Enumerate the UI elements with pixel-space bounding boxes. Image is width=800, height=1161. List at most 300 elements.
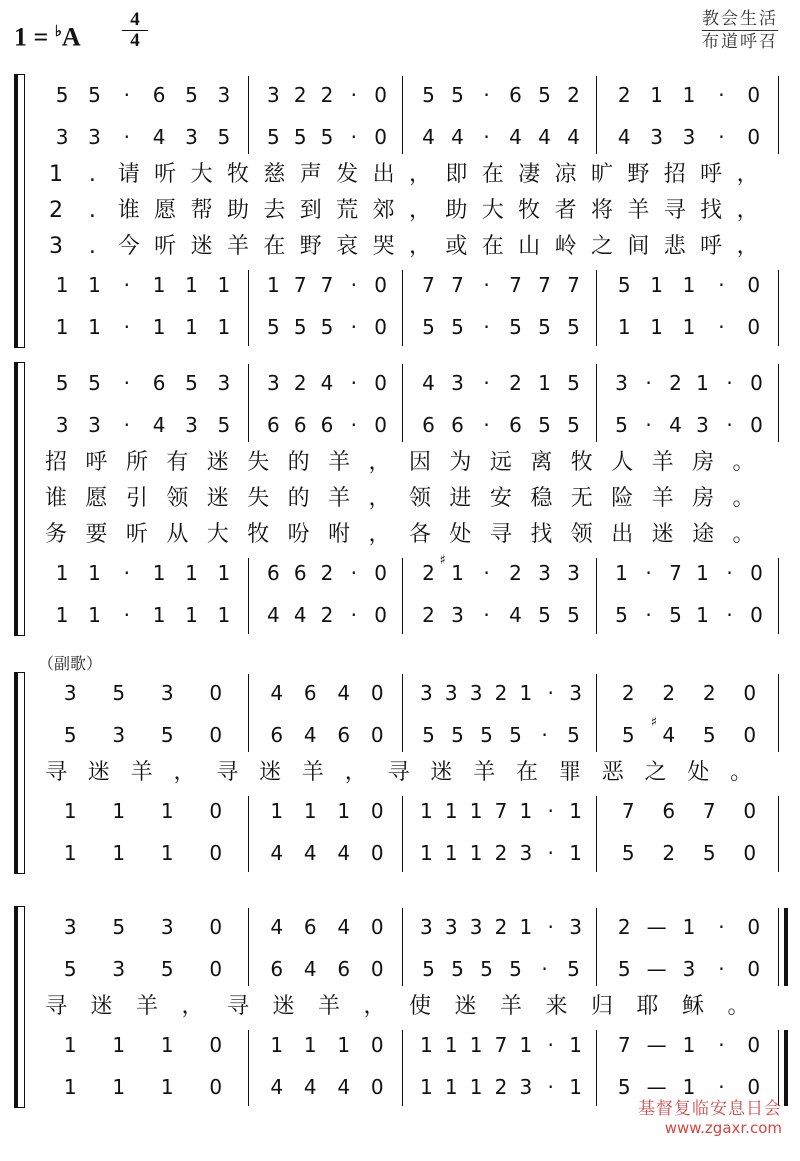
lyric-char: 听 xyxy=(154,234,177,259)
note: 6 xyxy=(152,83,166,107)
rest: 0 xyxy=(370,799,384,823)
lyric-char: 来 xyxy=(545,994,568,1019)
augmentation-dot: · xyxy=(123,371,130,395)
rest: 0 xyxy=(370,681,384,705)
note: 3 xyxy=(451,603,464,627)
rest: 0 xyxy=(747,1075,761,1099)
note: 1 xyxy=(682,915,696,939)
lyric-char: 人 xyxy=(611,450,634,475)
lower-staff-row xyxy=(0,312,800,342)
note: 5 xyxy=(480,723,493,747)
note: 1 xyxy=(152,561,166,585)
lyric-char: 。 xyxy=(730,760,753,785)
lyric-char: 羊 xyxy=(226,234,249,259)
note: 1 xyxy=(469,1075,483,1099)
barline xyxy=(778,270,779,346)
note: 5 xyxy=(480,957,493,981)
lyric-char: 稣 xyxy=(681,994,704,1019)
barline xyxy=(596,796,597,872)
note: 3 xyxy=(569,681,582,705)
note: 2 xyxy=(621,681,635,705)
note: 5 xyxy=(112,915,126,939)
note: 1 xyxy=(444,799,458,823)
lyric-char: 在 xyxy=(481,234,504,259)
augmentation-dot: · xyxy=(718,915,725,939)
note: 6 xyxy=(422,413,435,437)
lyric-char: 险 xyxy=(611,486,634,511)
note: 5 xyxy=(422,957,435,981)
upper-staff-row xyxy=(0,954,800,984)
lyric-char: . xyxy=(88,198,96,223)
augmentation-dot: · xyxy=(350,371,357,395)
note: 1 xyxy=(217,273,231,297)
lyric-char: 旷 xyxy=(590,162,613,187)
barline xyxy=(248,558,249,634)
note: 2 xyxy=(509,371,522,395)
note: 3 xyxy=(185,413,198,437)
augmentation-dot: · xyxy=(483,561,490,585)
rest: 0 xyxy=(747,273,761,297)
note: 1 xyxy=(469,799,483,823)
note: 4 xyxy=(422,371,435,395)
note: 1 xyxy=(217,603,231,627)
note: 1 xyxy=(569,841,582,865)
lyric-line xyxy=(0,446,800,480)
note: 5 xyxy=(615,413,628,437)
barline xyxy=(402,796,403,872)
note: 1 xyxy=(569,799,582,823)
note: 2 xyxy=(669,371,682,395)
lyric-char: 领 xyxy=(166,486,189,511)
note: 5 xyxy=(451,315,464,339)
lyric-char: 谁 xyxy=(117,198,140,223)
lyric-char: 愿 xyxy=(85,486,108,511)
note: 1 xyxy=(519,915,533,939)
note: 7 xyxy=(509,273,522,297)
rest: 0 xyxy=(743,841,757,865)
lyric-char: 寻 xyxy=(44,994,67,1019)
lyric-char: 哭 xyxy=(372,234,395,259)
lyric-char: 凄 xyxy=(518,162,541,187)
augmentation-dot: · xyxy=(718,1033,725,1057)
barline xyxy=(248,364,249,442)
note: 5 xyxy=(320,315,334,339)
barline xyxy=(402,674,403,752)
note: 7 xyxy=(320,273,334,297)
note: 4 xyxy=(669,413,682,437)
note: 1 xyxy=(112,1075,126,1099)
note: 1 xyxy=(185,273,198,297)
lyric-char: 或 xyxy=(445,234,468,259)
note: 4 xyxy=(337,841,351,865)
note: 6 xyxy=(152,371,166,395)
augmentation-dot: · xyxy=(123,273,130,297)
lyric-char: 房 xyxy=(692,486,715,511)
note: 1 xyxy=(160,1033,174,1057)
note: 7 xyxy=(567,273,580,297)
upper-staff-row xyxy=(0,80,800,110)
lyric-char: 将 xyxy=(590,198,613,223)
lyric-char: 各 xyxy=(408,522,431,547)
note: 5 xyxy=(217,125,231,149)
lyric-char: ， xyxy=(736,234,759,259)
note: 3 xyxy=(160,915,174,939)
augmentation-dot: · xyxy=(718,125,725,149)
note: 5 xyxy=(185,83,198,107)
lyric-char: ， xyxy=(408,162,431,187)
lyric-char: 即 xyxy=(445,162,468,187)
note: 1 xyxy=(469,1033,483,1057)
lyric-char: 迷 xyxy=(651,522,674,547)
subcategory-label: 布道呼召 xyxy=(702,32,778,52)
rest: 0 xyxy=(374,561,387,585)
lyric-char: 迷 xyxy=(90,994,113,1019)
lyric-char: 3 xyxy=(49,234,63,259)
augmentation-dot: · xyxy=(350,561,357,585)
lyric-char: 。 xyxy=(732,486,755,511)
note: 1 xyxy=(217,315,231,339)
lyric-char: ， xyxy=(408,234,431,259)
note: 5 xyxy=(422,723,435,747)
note: 1 xyxy=(160,1075,174,1099)
lyric-char: 。 xyxy=(727,994,750,1019)
lyric-char: 寻 xyxy=(387,760,410,785)
augmentation-dot: · xyxy=(123,603,130,627)
lyric-char: 呼 xyxy=(85,450,108,475)
rest: 0 xyxy=(747,915,761,939)
lyric-char: 郊 xyxy=(372,198,395,223)
augmentation-dot: · xyxy=(726,371,733,395)
note: 5 xyxy=(451,957,464,981)
note: 4 xyxy=(320,371,334,395)
note: 1 xyxy=(185,561,198,585)
lyric-char: 远 xyxy=(489,450,512,475)
lyric-char: 无 xyxy=(570,486,593,511)
rest: 0 xyxy=(209,681,223,705)
lyric-char: 请 xyxy=(117,162,140,187)
rest: 0 xyxy=(209,957,223,981)
note: 2 xyxy=(422,561,435,585)
lyric-char: 寻 xyxy=(44,760,67,785)
dash-extension: — xyxy=(646,957,667,981)
augmentation-dot: · xyxy=(645,603,652,627)
note: 2 xyxy=(422,603,435,627)
note: 2 xyxy=(567,83,580,107)
augmentation-dot: · xyxy=(123,561,130,585)
augmentation-dot: · xyxy=(483,315,490,339)
note: 3 xyxy=(615,371,628,395)
dash-extension: — xyxy=(646,1033,667,1057)
note: 4 xyxy=(303,957,317,981)
upper-staff-row xyxy=(0,912,800,942)
rest: 0 xyxy=(374,371,387,395)
rest: 0 xyxy=(209,1075,223,1099)
note: 5 xyxy=(615,603,628,627)
barline xyxy=(248,270,249,346)
note: 1 xyxy=(538,371,551,395)
rest: 0 xyxy=(370,841,384,865)
lyric-char: 2 xyxy=(49,198,63,223)
lyric-char: 寻 xyxy=(489,522,512,547)
lyric-char: 羊 xyxy=(317,994,340,1019)
note: 5 xyxy=(567,371,580,395)
lyric-char: 务 xyxy=(44,522,67,547)
barline xyxy=(596,1030,597,1106)
note: 2 xyxy=(320,561,334,585)
note: 4 xyxy=(509,603,522,627)
note: 5 xyxy=(63,957,77,981)
note: 1 xyxy=(617,315,631,339)
lyric-char: 因 xyxy=(408,450,431,475)
augmentation-dot: · xyxy=(541,957,548,981)
barline xyxy=(248,76,249,154)
note: 6 xyxy=(267,413,280,437)
lyric-char: 领 xyxy=(408,486,431,511)
lyric-char: 哀 xyxy=(336,234,359,259)
note: 4 xyxy=(152,413,166,437)
note: 1 xyxy=(696,603,709,627)
rest: 0 xyxy=(750,561,763,585)
rest: 0 xyxy=(750,603,763,627)
note: 5 xyxy=(55,83,69,107)
note: 2 xyxy=(617,915,631,939)
note: 1 xyxy=(337,799,351,823)
augmentation-dot: · xyxy=(718,83,725,107)
note: 4 xyxy=(567,125,580,149)
lyric-char: 之 xyxy=(590,234,613,259)
note: 2 xyxy=(293,371,307,395)
note: 3 xyxy=(267,371,280,395)
note: 4 xyxy=(662,723,676,747)
lyric-char: 羊 xyxy=(499,994,522,1019)
note: 6 xyxy=(293,413,307,437)
barline xyxy=(402,1030,403,1106)
lyric-char: ， xyxy=(368,486,391,511)
barline xyxy=(402,270,403,346)
augmentation-dot: · xyxy=(726,603,733,627)
lyric-char: 耶 xyxy=(636,994,659,1019)
note: 4 xyxy=(303,841,317,865)
lower-staff-row xyxy=(0,553,800,588)
augmentation-dot: · xyxy=(718,273,725,297)
note: 2 xyxy=(494,1075,508,1099)
chorus-label: （副歌） xyxy=(38,654,103,673)
rest: 0 xyxy=(747,957,761,981)
note: 3 xyxy=(469,915,483,939)
lyric-char: 之 xyxy=(644,760,667,785)
note: 1 xyxy=(444,1033,458,1057)
lyric-line xyxy=(0,194,800,228)
note: 5 xyxy=(702,841,716,865)
note: 5 xyxy=(267,125,280,149)
barline xyxy=(778,76,779,154)
augmentation-dot: · xyxy=(483,413,490,437)
barline xyxy=(596,364,597,442)
lyric-char: 迷 xyxy=(87,760,110,785)
barline xyxy=(402,76,403,154)
note: 1 xyxy=(682,83,696,107)
note: 5 xyxy=(217,413,231,437)
note: 2 xyxy=(617,83,631,107)
note: 5 xyxy=(509,957,522,981)
category-label: 教会生活 xyxy=(702,9,778,29)
note: 4 xyxy=(422,125,435,149)
lyric-char: 房 xyxy=(692,450,715,475)
upper-staff-row xyxy=(0,678,800,708)
system-bracket xyxy=(14,906,25,1108)
augmentation-dot: · xyxy=(123,125,130,149)
rest: 0 xyxy=(370,915,384,939)
note: 1 xyxy=(451,561,464,585)
note: 1 xyxy=(88,603,101,627)
hymn-category xyxy=(702,8,778,53)
augmentation-dot: · xyxy=(718,315,725,339)
note: 1 xyxy=(88,273,101,297)
lyric-line xyxy=(0,756,800,790)
barline xyxy=(248,674,249,752)
system-bracket xyxy=(14,672,25,874)
lyric-char: 稳 xyxy=(530,486,553,511)
note: 3 xyxy=(469,681,483,705)
lyric-char: 寻 xyxy=(226,994,249,1019)
lyric-char: 要 xyxy=(85,522,108,547)
lyric-char: 离 xyxy=(530,450,553,475)
note: 1 xyxy=(615,561,628,585)
lyric-char: 的 xyxy=(287,450,310,475)
lyric-char: 所 xyxy=(125,450,148,475)
note: 1 xyxy=(160,841,174,865)
lyric-char: 羊 xyxy=(130,760,153,785)
note: 1 xyxy=(303,1033,317,1057)
rest: 0 xyxy=(750,413,763,437)
lyric-char: 迷 xyxy=(272,994,295,1019)
note: 6 xyxy=(337,957,351,981)
barline xyxy=(778,674,779,752)
rest: 0 xyxy=(370,1075,384,1099)
note: 2 xyxy=(702,681,716,705)
augmentation-dot: · xyxy=(547,841,554,865)
note: 1 xyxy=(444,1075,458,1099)
upper-staff-row xyxy=(0,368,800,398)
final-barline xyxy=(784,1030,788,1106)
note: 5 xyxy=(160,723,174,747)
augmentation-dot: · xyxy=(483,273,490,297)
lyric-char: 野 xyxy=(299,234,322,259)
note: 1 xyxy=(185,315,198,339)
lyric-char: 招 xyxy=(663,162,686,187)
note: 1 xyxy=(63,799,77,823)
system-bracket xyxy=(14,74,25,348)
note: 2 xyxy=(494,681,508,705)
barline xyxy=(596,674,597,752)
note: 1 xyxy=(112,799,126,823)
note: 6 xyxy=(267,561,280,585)
note: 1 xyxy=(420,1075,433,1099)
rest: 0 xyxy=(743,681,757,705)
rest: 0 xyxy=(747,315,761,339)
lyric-char: 慈 xyxy=(263,162,286,187)
note: 1 xyxy=(519,799,533,823)
augmentation-dot: · xyxy=(483,603,490,627)
lyric-char: ， xyxy=(408,198,431,223)
note: 6 xyxy=(509,83,522,107)
lyric-char: 找 xyxy=(530,522,553,547)
dash-extension: — xyxy=(646,1075,667,1099)
note: 3 xyxy=(682,125,696,149)
note: 1 xyxy=(88,561,101,585)
note: 1 xyxy=(185,603,198,627)
note: 3 xyxy=(650,125,663,149)
lyric-char: 在 xyxy=(516,760,539,785)
lyric-char: 使 xyxy=(408,994,431,1019)
note: 3 xyxy=(538,561,551,585)
lyric-char: 今 xyxy=(117,234,140,259)
note: 1 xyxy=(152,273,166,297)
lyric-char: ， xyxy=(368,450,391,475)
barline xyxy=(402,908,403,986)
rest: 0 xyxy=(747,1033,761,1057)
lyric-char: 羊 xyxy=(627,198,650,223)
lyric-char: . xyxy=(88,162,96,187)
lyric-char: 愿 xyxy=(154,198,177,223)
note: 5 xyxy=(567,603,580,627)
lyric-char: ， xyxy=(736,198,759,223)
rest: 0 xyxy=(374,315,387,339)
note: 6 xyxy=(270,723,284,747)
lyric-char: 牧 xyxy=(247,522,270,547)
upper-staff-row xyxy=(0,122,800,152)
rest: 0 xyxy=(209,723,223,747)
note: 1 xyxy=(55,273,69,297)
lyric-char: 处 xyxy=(687,760,710,785)
sharp-accidental: ♯ xyxy=(650,715,658,730)
augmentation-dot: · xyxy=(483,371,490,395)
note: 5 xyxy=(617,957,631,981)
note: 6 xyxy=(293,561,307,585)
lyric-char: 牧 xyxy=(518,198,541,223)
rest: 0 xyxy=(747,125,761,149)
lyric-line xyxy=(0,230,800,264)
note: 1 xyxy=(160,799,174,823)
note: 7 xyxy=(538,273,551,297)
lyric-char: 归 xyxy=(590,994,613,1019)
lyric-char: 羊 xyxy=(301,760,324,785)
note: 1 xyxy=(682,1075,696,1099)
note: 5 xyxy=(88,83,101,107)
note: 5 xyxy=(621,841,635,865)
note: 3 xyxy=(63,681,77,705)
augmentation-dot: · xyxy=(547,799,554,823)
note: 5 xyxy=(617,273,631,297)
lyric-char: 咐 xyxy=(328,522,351,547)
rest: 0 xyxy=(209,1033,223,1057)
lower-staff-row xyxy=(0,838,800,868)
lyric-line xyxy=(0,482,800,516)
barline xyxy=(248,1030,249,1106)
note: 5 xyxy=(293,125,307,149)
note: 5 xyxy=(567,957,580,981)
note: 1 xyxy=(270,799,284,823)
lyric-char: 悲 xyxy=(663,234,686,259)
lyric-char: 寻 xyxy=(663,198,686,223)
note: 5 xyxy=(567,723,580,747)
augmentation-dot: · xyxy=(123,83,130,107)
lyric-line xyxy=(0,990,800,1024)
lyric-char: 。 xyxy=(732,450,755,475)
note: 1 xyxy=(696,561,709,585)
note: 1 xyxy=(682,315,696,339)
note: 1 xyxy=(152,315,166,339)
